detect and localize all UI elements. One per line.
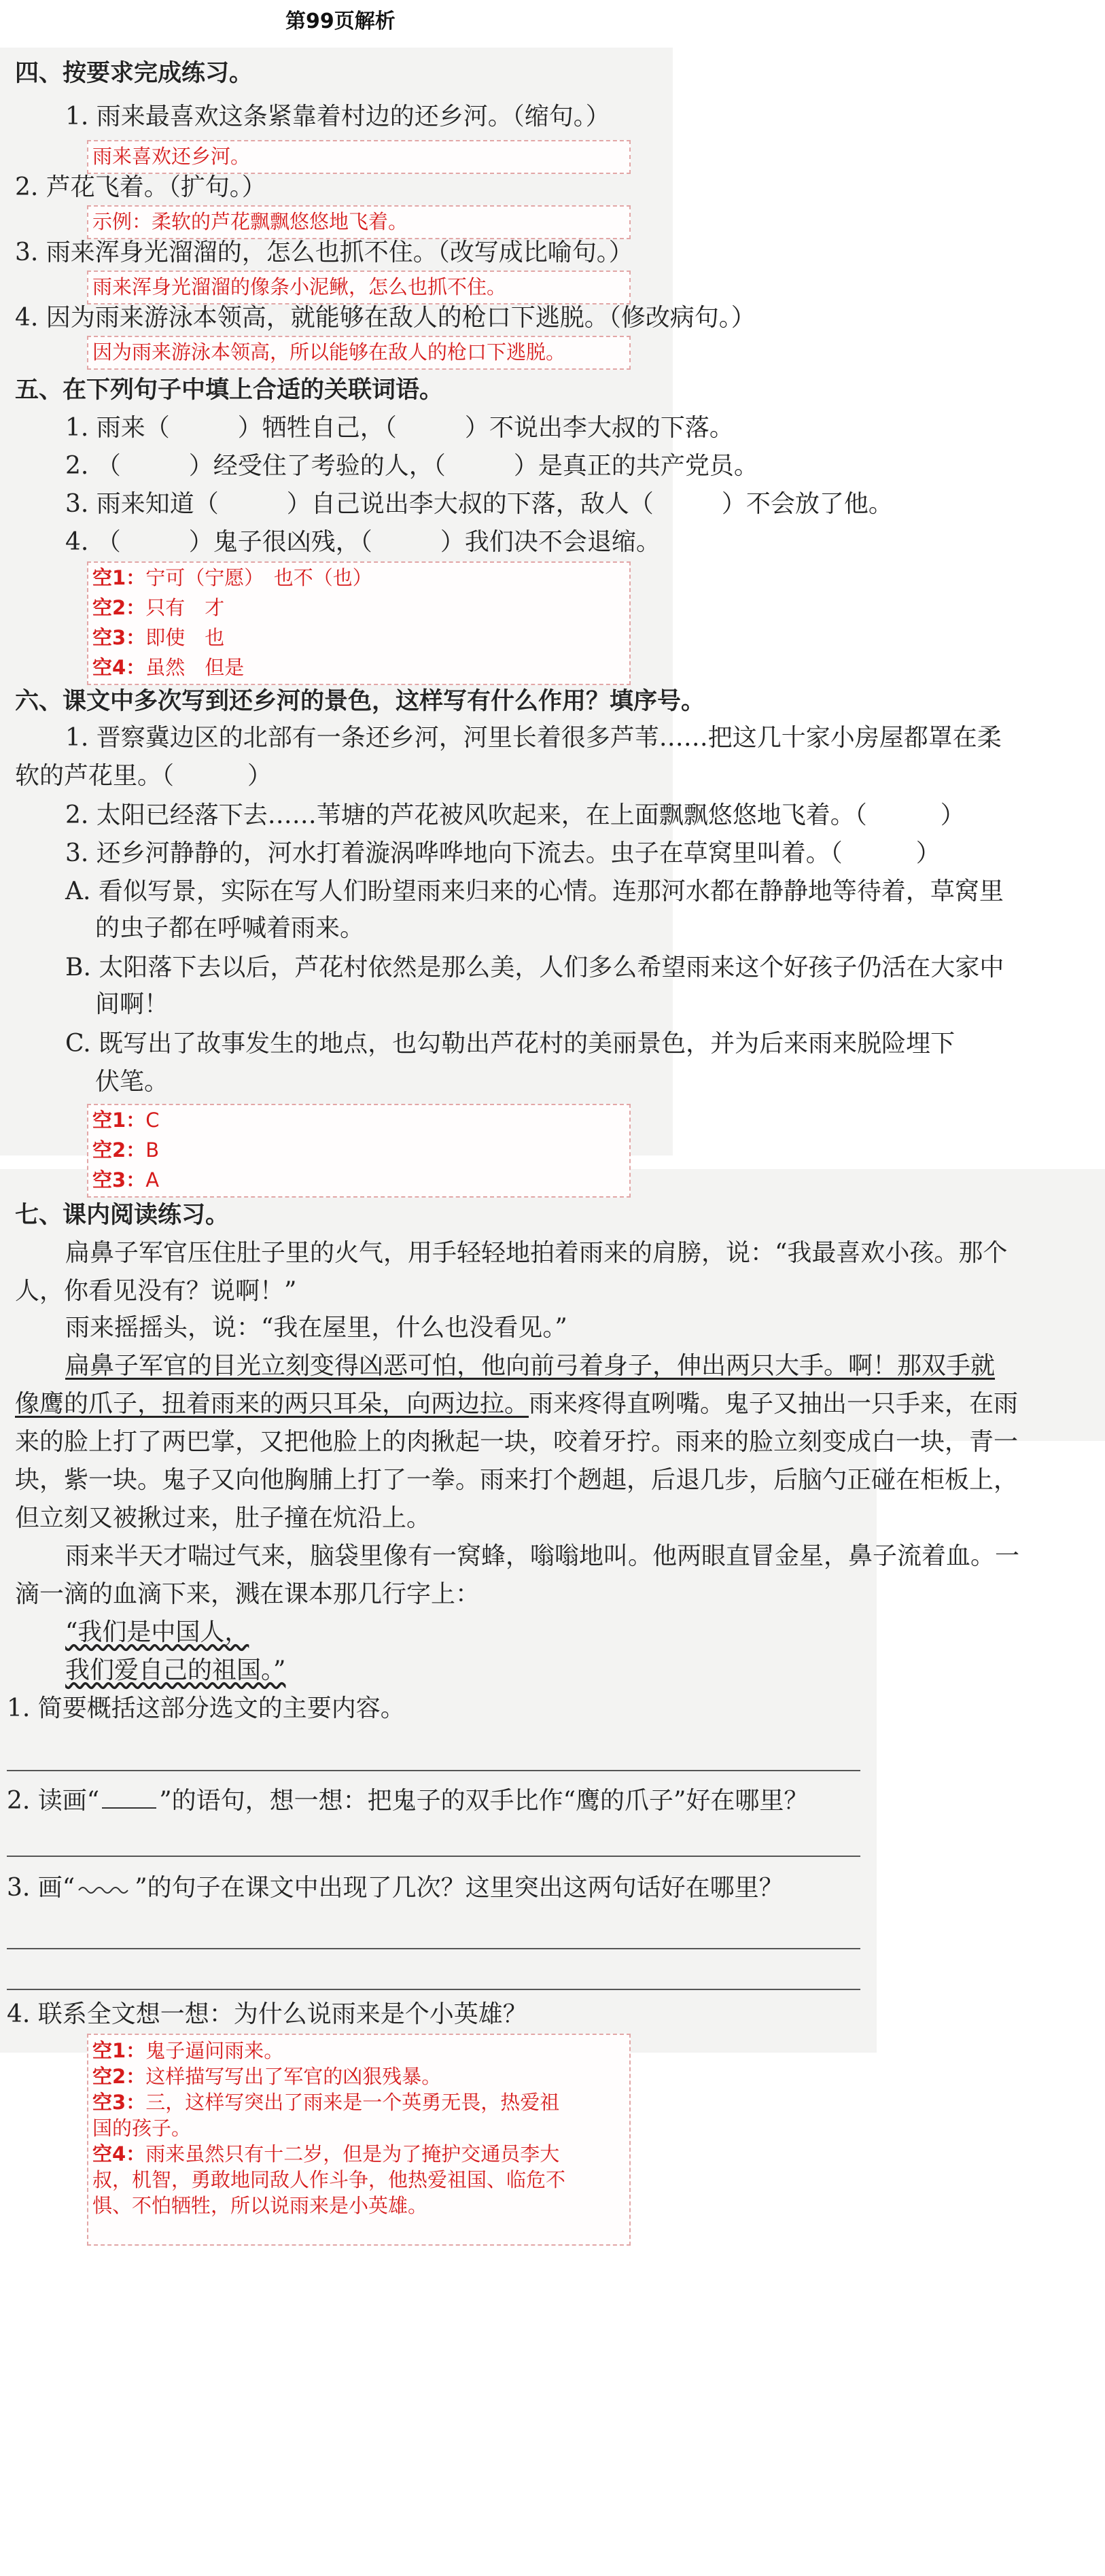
answer-line <box>92 2141 625 2167</box>
answer-line <box>92 2089 625 2115</box>
answer-line <box>92 2064 625 2089</box>
passage-line: 块，紫一块。鬼子又向他胸脯上打了一拳。雨来打个趔趄，后退几步，后脑勺正碰在柜板上， <box>15 1466 1019 1494</box>
answer-line <box>92 1105 625 1135</box>
section-6-heading: 六、课文中多次写到还乡河的景色，这样写有什么作用？填序号。 <box>15 688 705 715</box>
answer-text: 雨来虽然只有十二岁，但是为了掩护交通员李大 <box>145 2142 560 2165</box>
answer-text: 这样描写写出了军官的凶狠残暴。 <box>145 2065 442 2088</box>
s6-q1-line2: 软的芦花里。（ ） <box>15 762 273 790</box>
s5-q1 <box>65 413 734 443</box>
underlined-text: 像鹰的爪子，扭着雨来的两只耳朵，向两边拉。 <box>15 1390 529 1418</box>
s4-q1: 1. 雨来最喜欢这条紧靠着村边的还乡河。（缩句。） <box>65 103 610 130</box>
section-4-heading: 四、按要求完成练习。 <box>15 60 253 87</box>
s6-q1-line1: 1. 晋察冀边区的北部有一条还乡河，河里长着很多芦苇……把这几十家小房屋都罩在柔 <box>65 724 1002 752</box>
answer-line <box>92 623 625 652</box>
answer-line <box>92 2115 625 2141</box>
text: 3. 画“ <box>7 1874 75 1902</box>
answer-line <box>92 1135 625 1165</box>
passage-line: 但立刻又被揪过来，肚子撞在炕沿上。 <box>15 1504 432 1532</box>
passage-line: 来的脸上打了两巴掌，又把他脸上的肉揪起一块，咬着牙拧。雨来的脸立刻变成白一块，青一 <box>15 1428 1019 1456</box>
answer-box <box>87 561 631 685</box>
s6-q3: 3. 还乡河静静的，河水打着漩涡哗哗地向下流去。虫子在草窝里叫着。（ ） <box>65 839 941 867</box>
text: ）自己说出李大叔的下落，敌人（ <box>286 490 654 518</box>
text: 1. 雨来（ <box>65 414 170 442</box>
answer-text: 国的孩子。 <box>92 2117 192 2140</box>
answer-line <box>92 1165 625 1195</box>
answer-box <box>87 140 631 174</box>
answer-box <box>87 336 631 370</box>
passage-line: 雨来摇摇头，说：“我在屋里，什么也没看见。” <box>65 1314 567 1342</box>
answer-key: 空4： <box>92 656 146 679</box>
s6-option-c-line2: 伏笔。 <box>95 1068 169 1096</box>
wavy-underline-sample <box>77 1873 132 1903</box>
answer-writing-line <box>7 1948 860 1949</box>
answer-text: 三，这样写突出了雨来是一个英勇无畏，热爱祖 <box>145 2091 560 2114</box>
answer-writing-line <box>7 1770 860 1771</box>
answer-box <box>87 205 631 239</box>
answer-line <box>92 593 625 623</box>
s6-option-b-line1: B. 太阳落下去以后，芦花村依然是那么美，人们多么希望雨来这个好孩子仍活在大家中 <box>65 954 1004 981</box>
answer-line <box>92 2038 625 2064</box>
text: 3. 雨来知道（ <box>65 490 219 518</box>
answer-text: 宁可（宁愿） 也不（也） <box>145 566 372 589</box>
answer-text: 虽然 但是 <box>145 656 245 679</box>
s6-option-c-line1: C. 既写出了故事发生的地点，也勾勒出芦花村的美丽景色，并为后来雨来脱险埋下 <box>65 1030 955 1058</box>
answer-text: 惧、不怕牺牲，所以说雨来是小英雄。 <box>92 2194 428 2217</box>
answer-key: 空3： <box>92 1168 146 1191</box>
text: ”的语句，想一想：把鬼子的双手比作“鹰的爪子”好在哪里？ <box>159 1787 809 1815</box>
answer-key: 空1： <box>92 1109 146 1132</box>
answer-text: 因为雨来游泳本领高，所以能够在敌人的枪口下逃脱。 <box>92 341 566 364</box>
passage-line: 滴一滴的血滴下来，溅在课本那几行字上： <box>15 1580 480 1608</box>
s4-q3: 3. 雨来浑身光溜溜的，怎么也抓不住。（改写成比喻句。） <box>15 239 633 266</box>
answer-text: 即使 也 <box>145 626 225 649</box>
s7-q3 <box>7 1873 784 1903</box>
answer-line <box>92 652 625 682</box>
answer-text: 鬼子逼问雨来。 <box>145 2039 284 2062</box>
text: ）我们决不会退缩。 <box>440 528 661 556</box>
s6-option-a-line2: 的虫子都在呼喊着雨来。 <box>95 914 365 942</box>
answer-text: A <box>145 1168 160 1191</box>
text: 2. 读画“ <box>7 1787 100 1815</box>
answer-line <box>92 563 625 593</box>
text: 4. （ <box>65 528 121 556</box>
answer-text: 只有 才 <box>145 596 225 619</box>
answer-box <box>87 271 631 304</box>
s5-q2 <box>65 451 758 481</box>
passage-line: 雨来半天才喘过气来，脑袋里像有一窝蜂，嗡嗡地叫。他两眼直冒金星，鼻子流着血。一 <box>65 1542 1020 1570</box>
passage-line: 人，你看见没有？说啊！” <box>15 1277 297 1305</box>
text: ）不会放了他。 <box>721 490 893 518</box>
passage-line: 扁鼻子军官压住肚子里的火气，用手轻轻地拍着雨来的肩膀，说：“我最喜欢小孩。那个 <box>65 1239 1008 1267</box>
text: ）不说出李大叔的下落。 <box>464 414 734 442</box>
s7-q2 <box>7 1786 808 1816</box>
s6-q2: 2. 太阳已经落下去……苇塘的芦花被风吹起来，在上面飘飘悠悠地飞着。（ ） <box>65 801 965 829</box>
answer-key: 空4： <box>92 2142 146 2165</box>
answer-text: B <box>145 1138 160 1162</box>
answer-writing-line <box>7 1989 860 1990</box>
answer-text: C <box>145 1109 160 1132</box>
answer-text: 叔，机智，勇敢地同敌人作斗争，他热爱祖国、临危不 <box>92 2168 566 2191</box>
answer-line <box>92 2167 625 2193</box>
s7-q4: 4. 联系全文想一想：为什么说雨来是个小英雄？ <box>7 2000 527 2028</box>
answer-line <box>92 2193 625 2218</box>
s6-option-a-line1: A. 看似写景，实际在写人们盼望雨来归来的心情。连那河水都在静静地等待着，草窝里 <box>65 877 1004 905</box>
text: ）经受住了考验的人，（ <box>188 452 446 480</box>
answer-key: 空3： <box>92 2091 146 2114</box>
answer-key: 空2： <box>92 596 146 619</box>
text: ”的句子在课文中出现了几次？这里突出这两句话好在哪里？ <box>135 1874 784 1902</box>
answer-box <box>87 2034 631 2246</box>
text: 雨来疼得直咧嘴。鬼子又抽出一只手来，在雨 <box>529 1390 1019 1418</box>
page-title: 第99页解析 <box>285 10 396 33</box>
answer-text: 雨来喜欢还乡河。 <box>92 145 251 168</box>
text: 2. （ <box>65 452 121 480</box>
s7-q1: 1. 简要概括这部分选文的主要内容。 <box>7 1694 405 1722</box>
s6-option-b-line2: 间啊！ <box>95 990 169 1018</box>
answer-key: 空3： <box>92 626 146 649</box>
s5-q3 <box>65 489 893 519</box>
text: ）牺牲自己，（ <box>237 414 397 442</box>
passage-line-underlined: 扁鼻子军官的目光立刻变得凶恶可怕，他向前弓着身子，伸出两只大手。啊！那双手就 <box>65 1352 996 1380</box>
answer-text: 示例：柔软的芦花飘飘悠悠地飞着。 <box>92 210 408 233</box>
text: ）是真正的共产党员。 <box>513 452 758 480</box>
passage-line <box>15 1389 1018 1419</box>
answer-key: 空1： <box>92 566 146 589</box>
answer-box <box>87 1104 631 1198</box>
answer-key: 空2： <box>92 2065 146 2088</box>
s4-q2: 2. 芦花飞着。（扩句。） <box>15 173 266 201</box>
section-7-heading: 七、课内阅读练习。 <box>15 1202 230 1229</box>
text: ）鬼子很凶残，（ <box>188 528 372 556</box>
answer-writing-line <box>7 1856 860 1857</box>
s5-q4 <box>65 527 661 557</box>
s4-q4: 4. 因为雨来游泳本领高，就能够在敌人的枪口下逃脱。（修改病句。） <box>15 304 756 332</box>
passage-line-wavy: “我们是中国人， <box>65 1618 249 1646</box>
answer-key: 空1： <box>92 2039 146 2062</box>
straight-underline-sample <box>102 1794 156 1809</box>
section-5-heading: 五、在下列句子中填上合适的关联词语。 <box>15 377 444 404</box>
passage-line-wavy: 我们爱自己的祖国。” <box>65 1656 286 1684</box>
answer-text: 雨来浑身光溜溜的像条小泥鳅，怎么也抓不住。 <box>92 275 507 298</box>
answer-key: 空2： <box>92 1138 146 1162</box>
